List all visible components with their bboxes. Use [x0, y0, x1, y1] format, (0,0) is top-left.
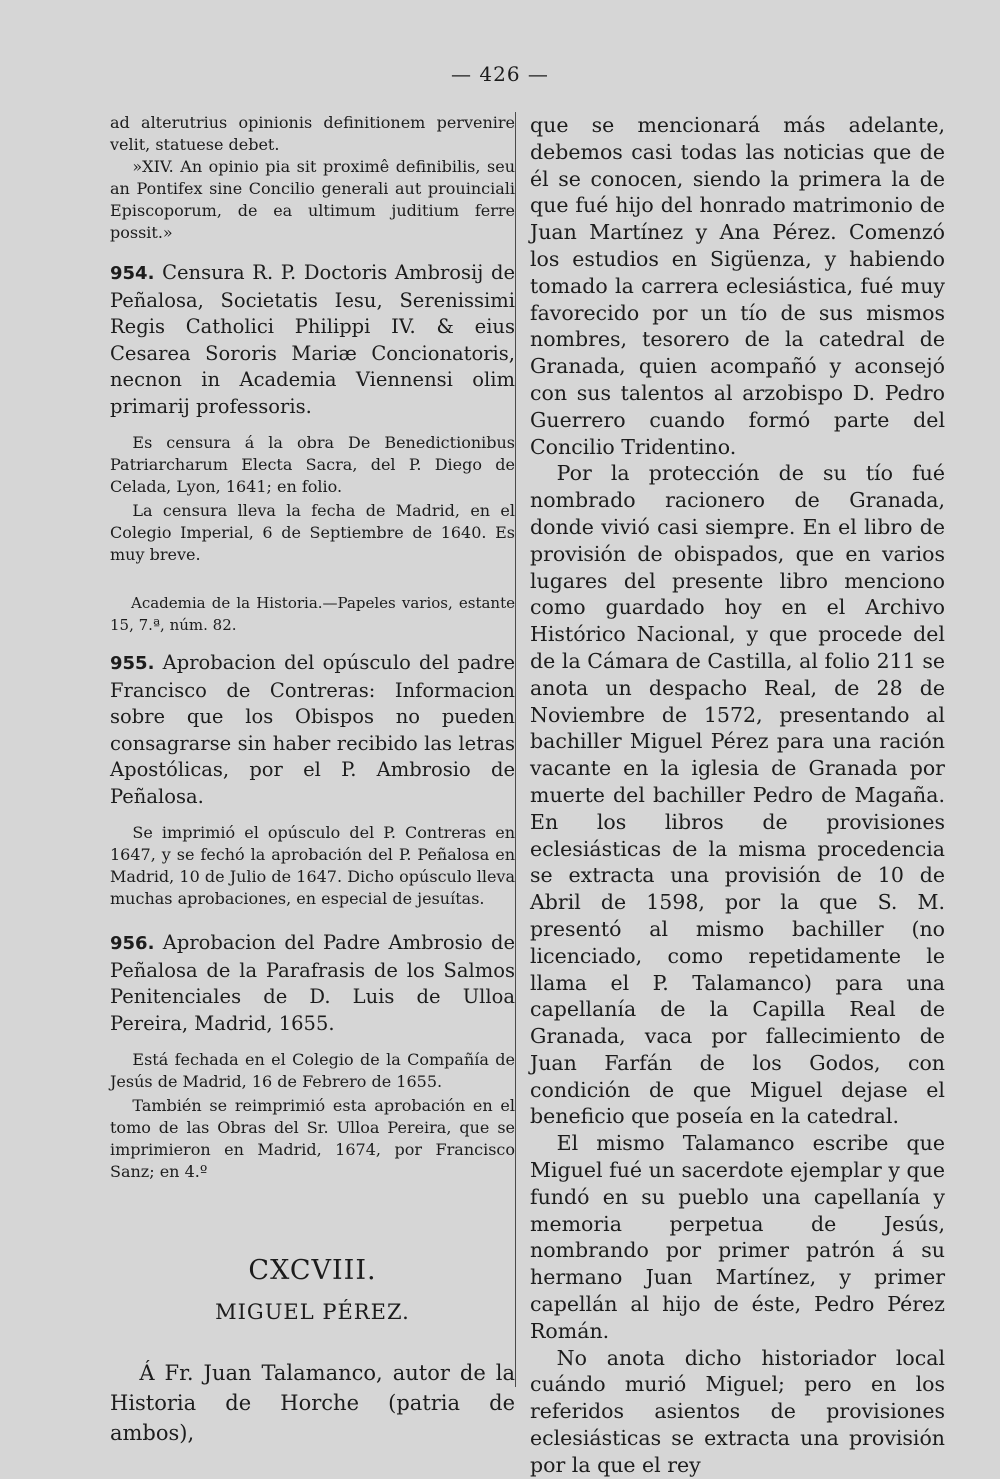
- entry-number: 955.: [110, 653, 155, 674]
- entry-text: Aprobacion del opúsculo del padre Francisco de Contreras: Informacion sobre que los Obispos no pueden consagrarse sin haber recibido las letras Apostólicas, por el P. Ambrosio de Peñalosa.: [110, 651, 515, 808]
- entry-note: Está fechada en el Colegio de la Compañía de Jesús de Madrid, 16 de Febrero de 1655.: [110, 1050, 515, 1091]
- opening-text: ad alterutrius opinionis definitionem pervenire velit, statuese debet.: [110, 113, 515, 154]
- entry-text: Censura R. P. Doctoris Ambrosij de Peñalosa, Societatis Iesu, Serenissimi Regis Catholici Philippi IV. & eius Cesarea Sororis Mariæ Concionatoris, necnon in Academia Viennensi olim primarij professoris.: [110, 261, 515, 418]
- entry-text: Aprobacion del Padre Ambrosio de Peñalosa de la Parafrasis de los Salmos Penitenciales de D. Luis de Ulloa Pereira, Madrid, 1655.: [110, 931, 515, 1035]
- chapter-intro: Á Fr. Juan Talamanco, autor de la Historia de Horche (patria de ambos),: [110, 1361, 515, 1445]
- entry-note: También se reimprimió esta aprobación en el tomo de las Obras del Sr. Ulloa Pereira, que se imprimieron en Madrid, 1674, por Francisco Sanz; en 4.º: [110, 1096, 515, 1181]
- entry-954: [110, 260, 515, 420]
- entry-source: Academia de la Historia.—Papeles varios, estante 15, 7.ª, núm. 82.: [110, 594, 515, 634]
- entry-number: 956.: [110, 933, 155, 954]
- opening-text-2: »XIV. An opinio pia sit proximê definibilis, seu an Pontifex sine Concilio generali aut prouinciali Episcoporum, de ea ultimum juditium ferre possit.»: [110, 157, 515, 242]
- entry-number: 954.: [110, 263, 155, 284]
- paragraph: No anota dicho historiador local cuándo murió Miguel; pero en los referidos asientos de provisiones eclesiásticas se extracta una provisión por la que el rey: [530, 1345, 945, 1477]
- paragraph: El mismo Talamanco escribe que Miguel fué un sacerdote ejemplar y que fundó en su pueblo una capellanía y memoria perpetua de Jesús, nombrando por primer patrón á su hermano Juan Martínez, y primer capellán al hijo de éste, Pedro Pérez Román.: [530, 1131, 945, 1343]
- chapter-name: MIGUEL PÉREZ.: [215, 1300, 410, 1324]
- entry-956: [110, 930, 515, 1037]
- entry-note: La censura lleva la fecha de Madrid, en el Colegio Imperial, 6 de Septiembre de 1640. Es muy breve.: [110, 501, 515, 564]
- paragraph: Por la protección de su tío fué nombrado racionero de Granada, donde vivió casi siempre. En el libro de provisión de obispados, que en varios lugares del presente libro menciono como guardado hoy en el Archivo Histórico Nacional, y que procede del de la Cámara de Castilla, al folio 211 se anota un despacho Real, de 28 de Noviembre de 1572, presentando al bachiller Miguel Pérez para una ración vacante en la iglesia de Granada por muerte del bachiller Pedro de Magaña. En los libros de provisiones eclesiásticas de la misma procedencia se extracta una provisión de 10 de Abril de 1598, por la que S. M. presentó al mismo bachiller (no licenciado, como repetidamente le llama el P. Talamanco) para una capellanía de la Capilla Real de Granada, vaca por fallecimiento de Juan Farfán de los Godos, con condición de que Miguel dejase el beneficio que poseía en la catedral.: [530, 461, 945, 1129]
- entry-note: Es censura á la obra De Benedictionibus Patriarcharum Electa Sacra, del P. Diego de Celada, Lyon, 1641; en folio.: [110, 433, 515, 496]
- right-column: [530, 112, 945, 1479]
- left-column: [110, 112, 515, 1448]
- column-divider: [515, 112, 516, 1387]
- entry-note: Se imprimió el opúsculo del P. Contreras en 1647, y se fechó la aprobación del P. Peñalosa en Madrid, 10 de Julio de 1647. Dicho opúsculo lleva muchas aprobaciones, en especial de jesuítas.: [110, 823, 515, 908]
- page-number: — 426 —: [451, 62, 549, 86]
- paragraph: que se mencionará más adelante, debemos casi todas las noticias que de él se conocen, siendo la primera la de que fué hijo del honrado matrimonio de Juan Martínez y Ana Pérez. Comenzó los estudios en Sigüenza, y habiendo tomado la carrera eclesiástica, fué muy favorecido por un tío de sus mismos nombres, tesorero de la catedral de Granada, quien acompañó y aconsejó con sus talentos al arzobispo D. Pedro Guerrero cuando formó parte del Concilio Tridentino.: [530, 113, 945, 459]
- chapter-number: CXCVIII.: [248, 1255, 377, 1286]
- entry-955: [110, 650, 515, 810]
